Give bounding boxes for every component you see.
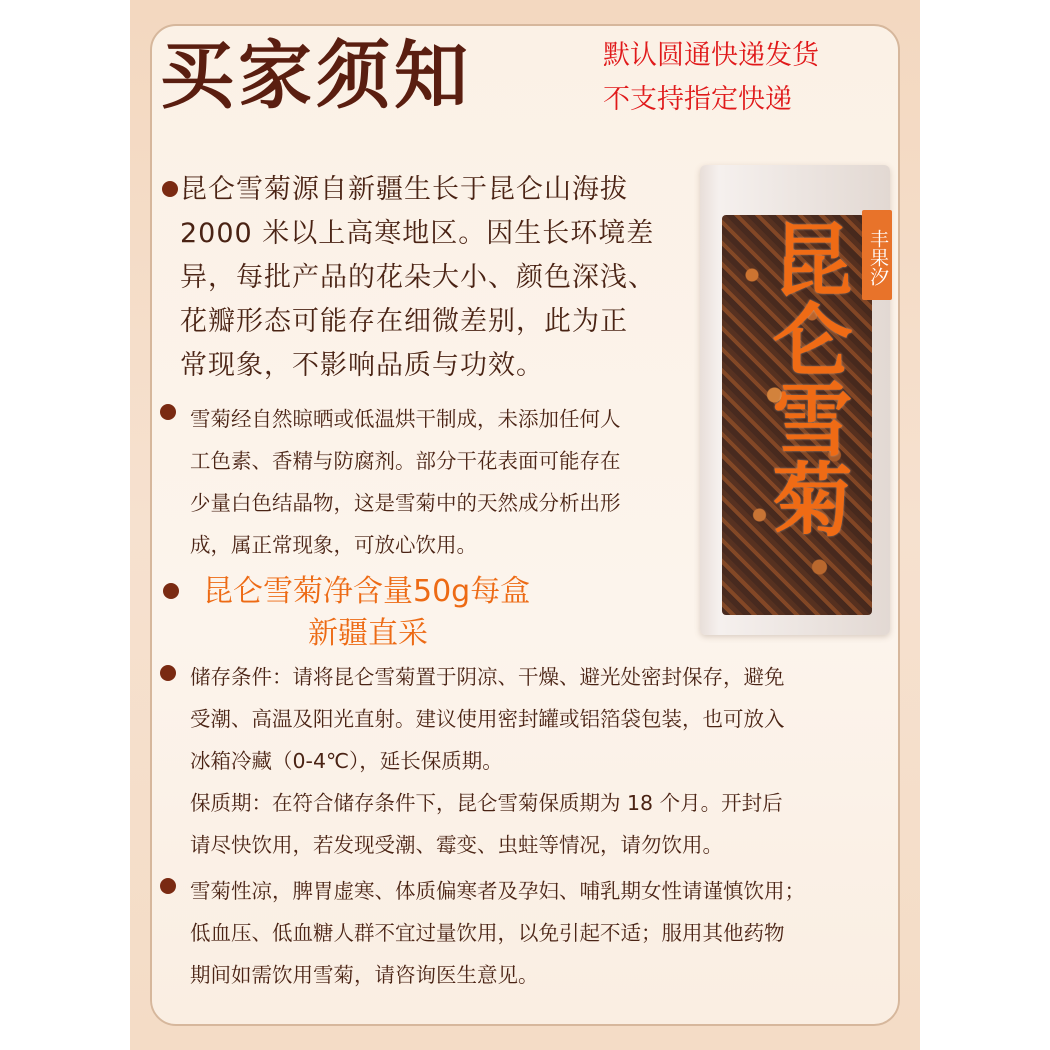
- storage-paragraph: [190, 656, 890, 866]
- bullet-storage: [160, 665, 176, 681]
- origin-highlight: 新疆直采: [308, 616, 428, 651]
- storage-line: 受潮、高温及阳光直射。建议使用密封罐或铝箔袋包装，也可放入: [190, 707, 785, 731]
- bullet-highlight: [163, 583, 179, 599]
- origin-line: 异，每批产品的花朵大小、颜色深浅、: [180, 262, 656, 293]
- process-line: 雪菊经自然晾晒或低温烘干制成，未添加任何人: [190, 407, 621, 431]
- origin-paragraph: [180, 168, 680, 388]
- net-content-highlight: 昆仑雪菊净含量50g每盒: [203, 574, 531, 609]
- process-paragraph: [190, 398, 700, 566]
- bullet-caution: [160, 878, 176, 894]
- storage-line: 冰箱冷藏（0-4℃），延长保质期。: [190, 749, 503, 773]
- brand-label: 丰果汐: [862, 210, 892, 300]
- bullet-process: [160, 404, 176, 420]
- bullet-origin: [162, 181, 178, 197]
- process-line: 工色素、香精与防腐剂。部分干花表面可能存在: [190, 449, 621, 473]
- courier-notice: 不支持指定快递: [603, 84, 792, 115]
- origin-line: 昆仑雪菊源自新疆生长于昆仑山海拔: [180, 174, 628, 205]
- storage-line: 储存条件：请将昆仑雪菊置于阴凉、干燥、避光处密封保存，避免: [190, 665, 785, 689]
- process-line: 成，属正常现象，可放心饮用。: [190, 533, 477, 557]
- origin-line: 花瓣形态可能存在细微差别，此为正: [180, 306, 628, 337]
- origin-line: 常现象，不影响品质与功效。: [180, 350, 544, 381]
- caution-line: 低血压、低血糖人群不宜过量饮用，以免引起不适；服用其他药物: [190, 921, 785, 945]
- origin-line: 2000 米以上高寒地区。因生长环境差: [180, 218, 655, 249]
- caution-line: 雪菊性凉，脾胃虚寒、体质偏寒者及孕妇、哺乳期女性请谨慎饮用；: [190, 879, 805, 903]
- shelf-life-line: 保质期：在符合储存条件下，昆仑雪菊保质期为 18 个月。开封后: [190, 791, 783, 815]
- caution-line: 期间如需饮用雪菊，请咨询医生意见。: [190, 963, 539, 987]
- product-name-label: 昆仑雪菊: [759, 218, 853, 538]
- page-title: 买家须知: [160, 33, 472, 119]
- shipping-notice: 默认圆通快递发货: [603, 40, 819, 71]
- process-line: 少量白色结晶物，这是雪菊中的天然成分析出形: [190, 491, 621, 515]
- shelf-life-line: 请尽快饮用，若发现受潮、霉变、虫蛀等情况，请勿饮用。: [190, 833, 723, 857]
- caution-paragraph: [190, 870, 900, 996]
